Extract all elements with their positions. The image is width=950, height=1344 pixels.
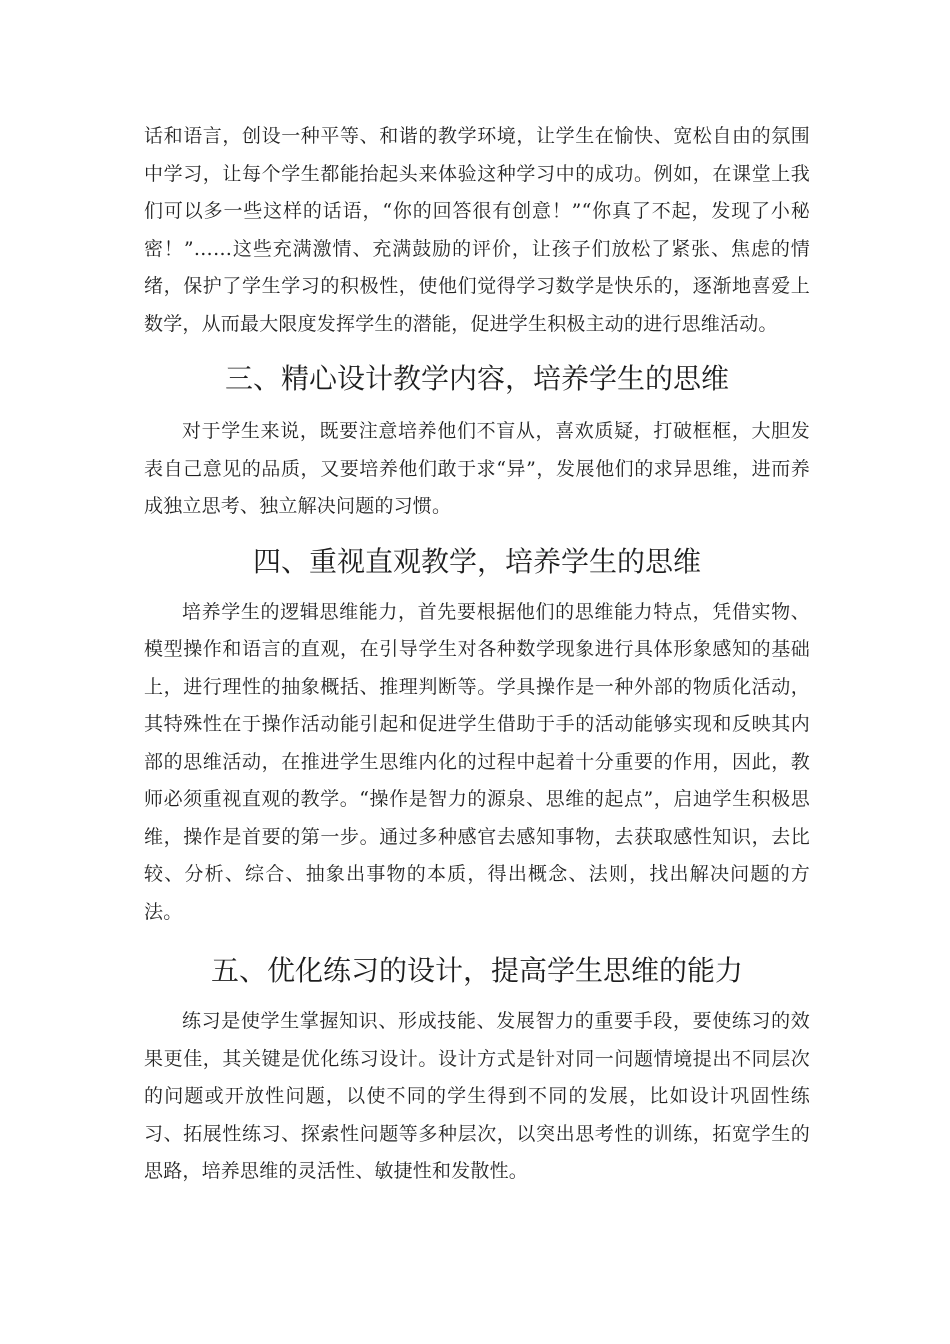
section-four-heading: 四、重视直观教学，培养学生的思维 — [252, 544, 701, 578]
document-page — [144, 118, 810, 1191]
section-five-heading: 五、优化练习的设计，提高学生思维的能力 — [210, 954, 743, 987]
section-three-paragraph: 对于学生来说，既要注意培养他们不盲从，喜欢质疑，打破框框，大胆发表自己意见的品质，又要培养他们敢于求“异”，发展他们的求异思维，进而养成独立思考、独立解决问题的习惯。 — [144, 420, 810, 517]
section-four-paragraph: 培养学生的逻辑思维能力，首先要根据他们的思维能力特点，凭借实物、模型操作和语言的直观，在引导学生对各种数学现象进行具体形象感知的基础上，进行理性的抽象概括、推理判断等。学具操作是一种外部的物质化活动，其特殊性在于操作活动能引起和促进学生借助于手的活动能够实现和反映其内部的思维活动，在推进学生思维内化的过程中起着十分重要的作用，因此，教师必须重视直观的教学。“操作是智力的源泉、思维的起点”，启迪学生积极思维，操作是首要的第一步。通过多种感官去感知事物，去获取感性知识，去比较、分析、综合、抽象出事物的本质，得出概念、法则，找出解决问题的方法。 — [144, 600, 810, 923]
section-three-heading: 三、精心设计教学内容，培养学生的思维 — [224, 362, 729, 395]
section-five-paragraph: 练习是使学生掌握知识、形成技能、发展智力的重要手段，要使练习的效果更佳，其关键是优化练习设计。设计方式是针对同一问题情境提出不同层次的问题或开放性问题，以使不同的学生得到不同的发展，比如设计巩固性练习、拓展性练习、探索性问题等多种层次，以突出思考性的训练，拓宽学生的思路，培养思维的灵活性、敏捷性和发散性。 — [144, 1010, 810, 1182]
intro-paragraph: 话和语言，创设一种平等、和谐的教学环境，让学生在愉快、宽松自由的氛围中学习，让每个学生都能抬起头来体验这种学习中的成功。例如，在课堂上我们可以多一些这样的话语，“你的回答很有创意！”“你真了不起，发现了小秘密！”……这些充满激情、充满鼓励的评价，让孩子们放松了紧张、焦虑的情绪，保护了学生学习的积极性，使他们觉得学习数学是快乐的，逐渐地喜爱上数学，从而最大限度发挥学生的潜能，促进学生积极主动的进行思维活动。 — [144, 125, 810, 335]
